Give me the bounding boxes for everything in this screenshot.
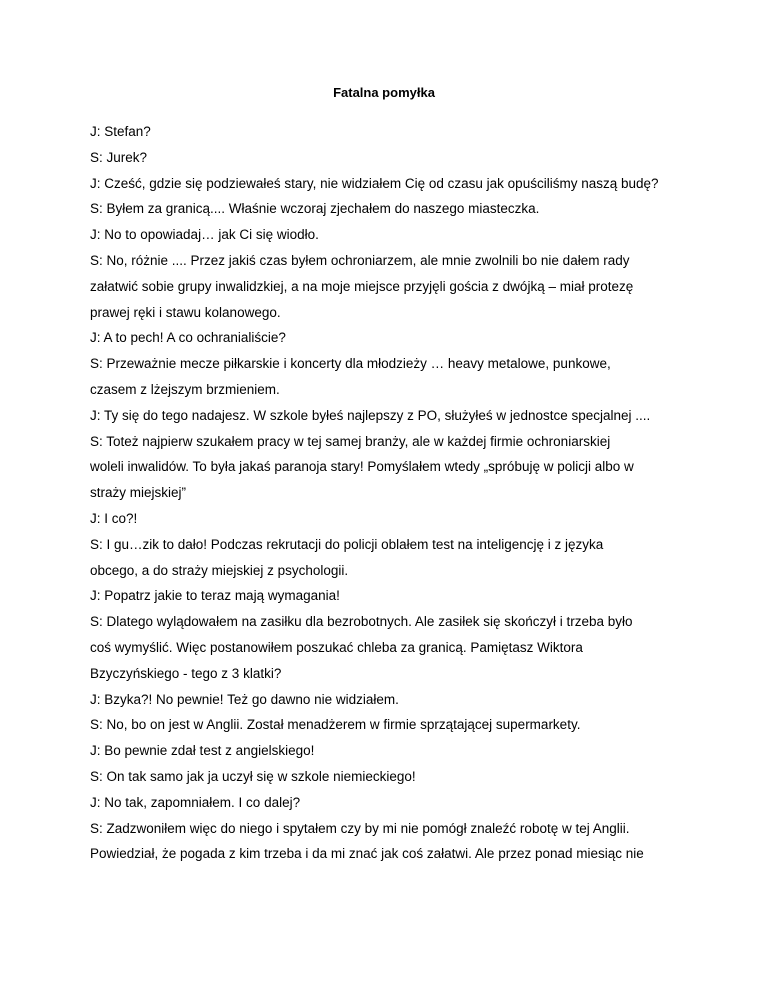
document-title: Fatalna pomyłka [333,85,435,100]
text-line: J: I co?! [90,510,138,526]
text-line: S: Dlatego wylądowałem na zasiłku dla bezrobotnych. Ale zasiłek się skończył i trzeba było [90,614,633,630]
text-line: J: A to pech! A co ochranialiście? [90,330,286,346]
text-line: S: Jurek? [90,149,148,165]
text-line: S: Przeważnie mecze piłkarskie i koncerty dla młodzieży … heavy metalowe, punkowe, [90,356,611,372]
text-line: J: No to opowiadaj… jak Ci się wiodło. [90,227,319,243]
text-line: czasem z lżejszym brzmieniem. [90,381,280,397]
text-line: S: Toteż najpierw szukałem pracy w tej samej branży, ale w każdej firmie ochroniarskiej [90,433,611,449]
text-line: J: Stefan? [90,124,151,139]
text-line: S: I gu…zik to dało! Podczas rekrutacji do policji oblałem test na inteligencję i z języka [90,536,604,552]
text-line: prawej ręki i stawu kolanowego. [90,304,281,320]
text-line: Bzyczyńskiego - tego z 3 klatki? [90,665,282,681]
text-line: woleli inwalidów. To była jakaś paranoja stary! Pomyślałem wtedy „spróbuję w policji albo w [90,459,634,475]
text-line: S: No, różnie .... Przez jakiś czas byłem ochroniarzem, ale mnie zwolnili bo nie dałem rady [90,252,630,268]
text-line: straży miejskiej” [90,485,187,501]
text-line: coś wymyślić. Więc postanowiłem poszukać chleba za granicą. Pamiętasz Wiktora [90,639,583,655]
text-line: Powiedział, że pogada z kim trzeba i da mi znać jak coś załatwi. Ale przez ponad miesiąc nie [90,846,644,862]
text-line: S: No, bo on jest w Anglii. Został menadżerem w firmie sprzątającej supermarkety. [90,717,581,733]
text-line: J: Bo pewnie zdał test z angielskiego! [90,743,315,759]
document-body [90,119,700,867]
text-line: S: Byłem za granicą.... Właśnie wczoraj zjechałem do naszego miasteczka. [90,201,540,217]
text-line: S: Zadzwoniłem więc do niego i spytałem czy by mi nie pomógł znaleźć robotę w tej Anglii. [90,820,630,836]
text-line: obcego, a do straży miejskiej z psychologii. [90,562,349,578]
text-line: J: No tak, zapomniałem. I co dalej? [90,794,301,810]
text-line: J: Bzyka?! No pewnie! Też go dawno nie widziałem. [90,691,399,707]
text-line: J: Popatrz jakie to teraz mają wymagania! [90,588,340,604]
text-line: załatwić sobie grupy inwalidzkiej, a na moje miejsce przyjęli gościa z dwójką – miał protezę [90,278,634,294]
text-line: J: Cześć, gdzie się podziewałeś stary, nie widziałem Cię od czasu jak opuściliśmy naszą budę? [90,175,659,191]
text-line: J: Ty się do tego nadajesz. W szkole byłeś najlepszy z PO, służyłeś w jednostce specjalnej .... [90,407,651,423]
text-line: S: On tak samo jak ja uczył się w szkole niemieckiego! [90,768,416,784]
